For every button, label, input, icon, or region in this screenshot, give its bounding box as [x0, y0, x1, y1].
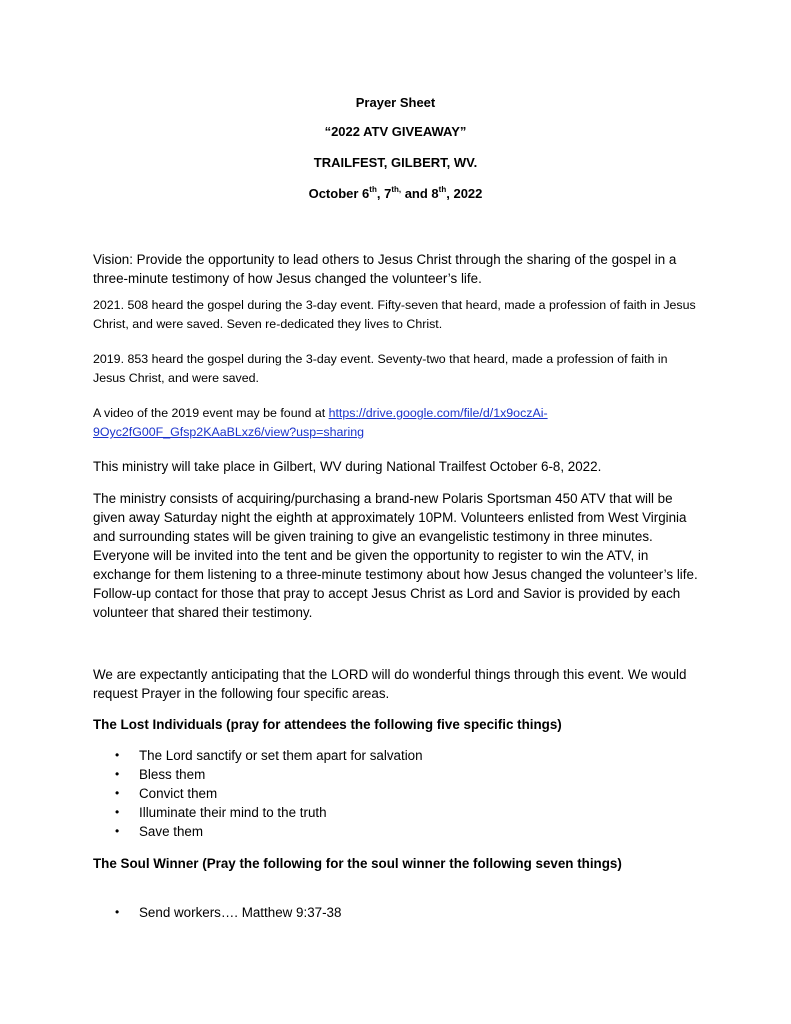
video-link[interactable]: https://drive.google.com/file/d/1x9oczAi-9Oyc2fG00F_Gfsp2KAaBLxz6/view?usp=sharing — [93, 406, 548, 439]
soul-winner-list — [93, 903, 703, 922]
stats-2019-paragraph: 2019. 853 heard the gospel during the 3-day event. Seventy-two that heard, made a profession of faith in Jesus Christ, and were saved. — [93, 352, 668, 385]
list-item: • Save them — [115, 824, 204, 839]
bullet-icon: • — [115, 824, 120, 838]
sheet-title: Prayer Sheet — [355, 95, 436, 110]
list-item: • Illuminate their mind to the truth — [115, 805, 327, 820]
list-item: • Convict them — [115, 786, 218, 801]
event-location: TRAILFEST, GILBERT, WV. — [313, 155, 478, 170]
lost-individuals-heading: The Lost Individuals (pray for attendees the following five specific things) — [93, 717, 562, 732]
bullet-icon: • — [115, 905, 120, 919]
list-item: • The Lord sanctify or set them apart for salvation — [115, 748, 423, 763]
ministry-details-paragraph: The ministry consists of acquiring/purchasing a brand-new Polaris Sportsman 450 ATV that will be given away Saturday night the eighth at approximately 10PM. Volunteers enlisted from West Virginia and surrounding states will be given training to give an evangelistic testimony in three minutes. Everyone will be invited into the tent and be given the opportunity to register to win the ATV, in exchange for them listening to a three-minute testimony about how Jesus changed the volunteer’s life. Follow-up contact for those that pray to accept Jesus Christ as Lord and Savior is provided by each volunteer that shared their testimony. — [93, 491, 698, 620]
bullet-icon: • — [115, 767, 120, 781]
bullet-icon: • — [115, 786, 120, 800]
video-intro-text: A video of the 2019 event may be found at — [93, 406, 329, 420]
bullet-icon: • — [115, 748, 120, 762]
vision-paragraph: Vision: Provide the opportunity to lead others to Jesus Christ through the sharing of the gospel in a three-minute testimony of how Jesus changed the volunteer’s life. — [93, 252, 677, 286]
stats-2021-paragraph: 2021. 508 heard the gospel during the 3-day event. Fifty-seven that heard, made a profession of faith in Jesus Christ, and were saved. Seven re-dedicated they lives to Christ. — [93, 298, 696, 331]
anticipation-paragraph: We are expectantly anticipating that the LORD will do wonderful things through this event. We would request Prayer in the following four specific areas. — [93, 667, 687, 701]
list-item: • Bless them — [115, 767, 206, 782]
soul-winner-heading: The Soul Winner (Pray the following for the soul winner the following seven things) — [93, 856, 622, 871]
lost-individuals-list — [93, 746, 703, 841]
list-item: • Send workers…. Matthew 9:37-38 — [115, 905, 342, 920]
video-paragraph — [93, 404, 703, 442]
bullet-icon: • — [115, 805, 120, 819]
ministry-place-paragraph: This ministry will take place in Gilbert, WV during National Trailfest October 6-8, 2022. — [93, 459, 602, 474]
event-dates: October 6th, $7^{th,}$ and 8th, 2022 — [308, 184, 483, 201]
event-title: “2022 ATV GIVEAWAY” — [324, 124, 467, 139]
